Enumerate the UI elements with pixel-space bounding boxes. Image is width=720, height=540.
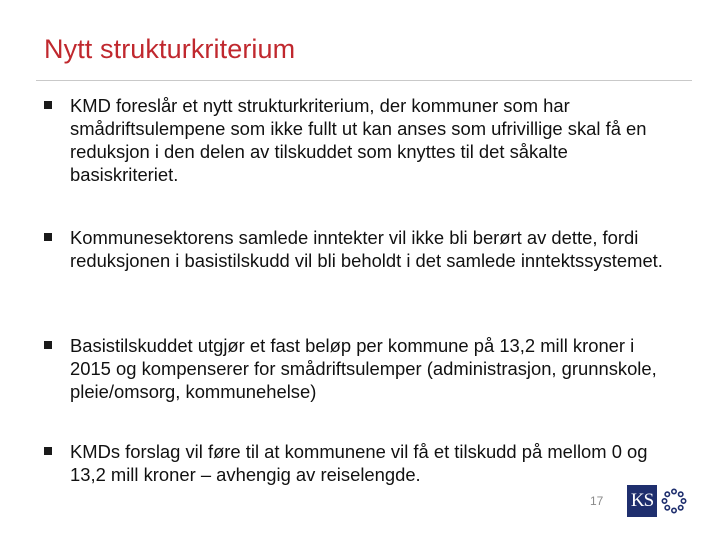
title-divider bbox=[36, 80, 692, 81]
bullet-text: KMDs forslag vil føre til at kommunene vil få et tilskudd på mellom 0 og 13,2 mill kroner – avhengig av reiselengde. bbox=[70, 441, 648, 485]
bullet-item bbox=[44, 440, 664, 486]
square-bullet-icon bbox=[44, 101, 52, 109]
square-bullet-icon bbox=[44, 341, 52, 349]
bullet-text: Kommunesektorens samlede inntekter vil ikke bli berørt av dette, fordi reduksjonen i basistilskudd vil bli beholdt i det samlede inntektssystemet. bbox=[70, 227, 663, 271]
slide-title: Nytt strukturkriterium bbox=[44, 34, 296, 64]
bullet-item bbox=[44, 334, 664, 403]
square-bullet-icon bbox=[44, 233, 52, 241]
bullet-text: Basistilskuddet utgjør et fast beløp per kommune på 13,2 mill kroner i 2015 og kompenserer for smådriftsulemper (administrasjon, grunnskole, pleie/omsorg, kommunehelse) bbox=[70, 335, 657, 402]
bullet-text: KMD foreslår et nytt strukturkriterium, der kommuner som har smådriftsulempene som ikke fullt ut kan anses som ufrivillige skal få en reduksjon i den delen av tilskuddet som knyttes til det såkalte basiskriteriet. bbox=[70, 95, 647, 185]
ks-logo-box: KS bbox=[627, 485, 657, 517]
page-number: 17 bbox=[590, 494, 604, 508]
bullet-item bbox=[44, 94, 664, 186]
square-bullet-icon bbox=[44, 447, 52, 455]
bullet-item bbox=[44, 226, 664, 272]
star-ring-icon bbox=[661, 488, 687, 514]
ks-logo bbox=[627, 485, 689, 517]
